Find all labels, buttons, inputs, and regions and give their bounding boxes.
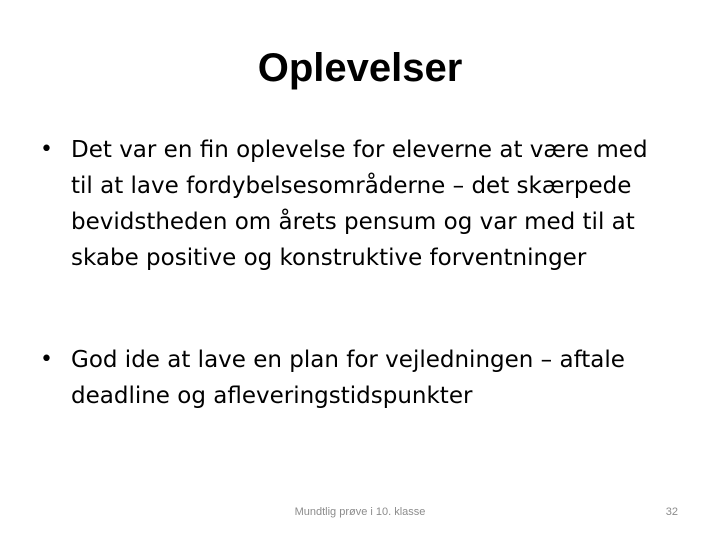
- bullet-item: [36, 342, 676, 414]
- bullet-text: Det var en fin oplevelse for eleverne at være med til at lave fordybelsesområderne – det skærpede bevidstheden om årets pensum og var med til at skabe positive og konstruktive forventninger: [71, 137, 648, 271]
- bullet-icon: •: [40, 347, 53, 372]
- bullet-list: [36, 132, 676, 414]
- bullet-icon: •: [40, 137, 53, 162]
- slide-title: Oplevelser: [257, 46, 463, 90]
- slide-footer: Mundtlig prøve i 10. klasse: [294, 506, 426, 518]
- bullet-item: [36, 132, 676, 276]
- bullet-text: God ide at lave en plan for vejledningen – aftale deadline og afleveringstidspunkter: [71, 347, 625, 409]
- page-number: 32: [665, 506, 678, 518]
